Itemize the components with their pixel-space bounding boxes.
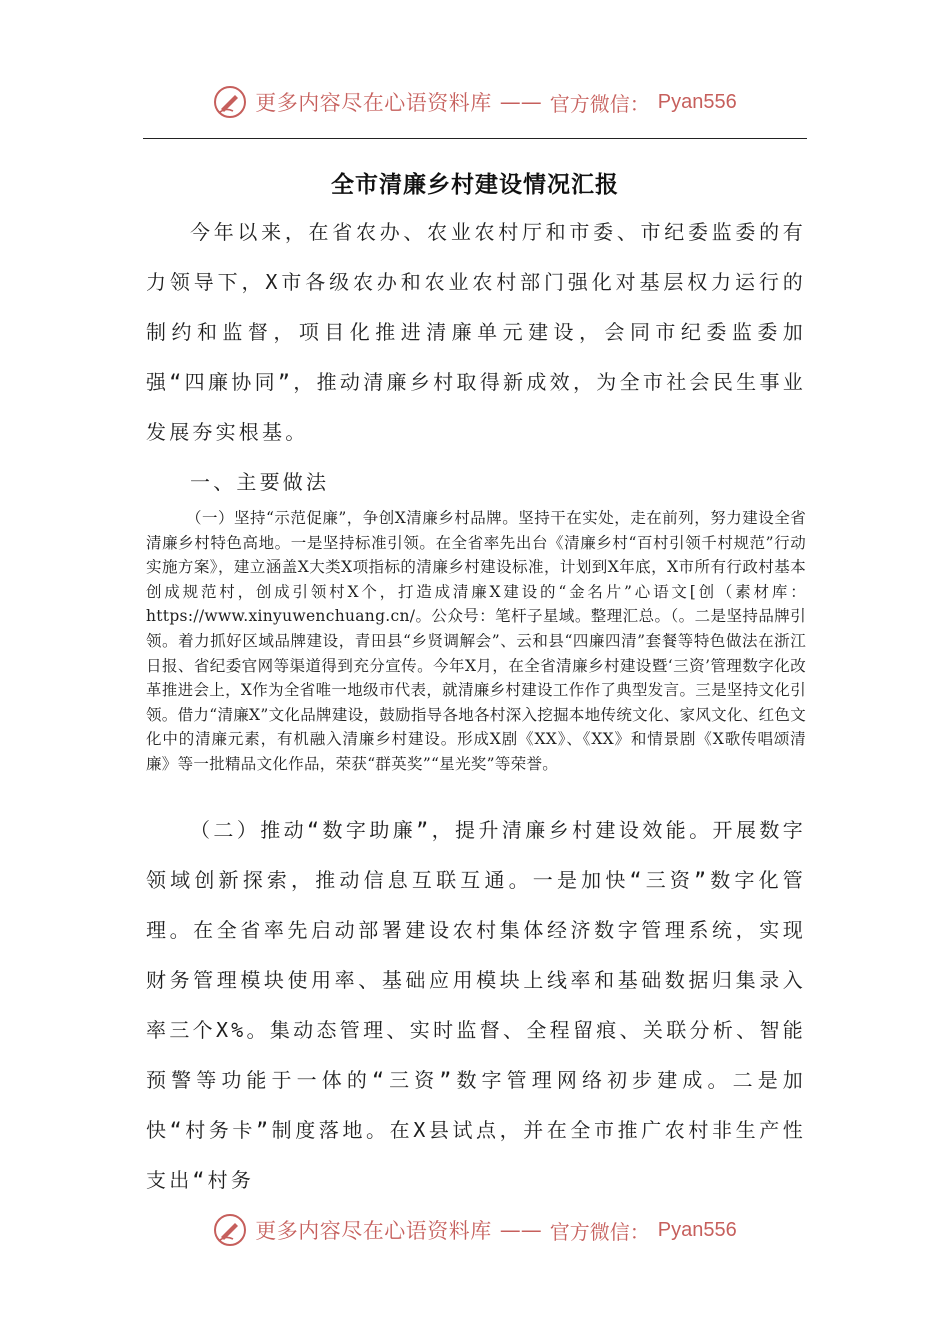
- header-banner: [0, 80, 950, 124]
- section-item-paragraph-2: （二）推动“数字助廉”，提升清廉乡村建设效能。开展数字领域创新探索，推动信息互联互通。一是加快“三资”数字化管理。在全省率先启动部署建设农村集体经济数字管理系统，实现财务管理模块使用率、基础应用模块上线率和基础数据归集录入率三个X%。集动态管理、实时监督、全程留痕、关联分析、智能预警等功能于一体的“三资”数字管理网络初步建成。二是加快“村务卡”制度落地。在X县试点，并在全市推广农村非生产性支出“村务: [146, 818, 806, 1192]
- header-divider: [143, 138, 807, 139]
- writing-hand-logo-icon: [213, 85, 247, 119]
- banner-official-label: 官方微信：: [549, 1219, 650, 1244]
- section-item-paragraph: （一）坚持“示范促廉”，争创X清廉乡村品牌。坚持干在实处，走在前列，努力建设全省清廉乡村特色高地。一是坚持标准引领。在全省率先出台《清廉乡村“百村引领千村规范”行动实施方案》，建立涵盖X大类X项指标的清廉乡村建设标准，计划到X年底，X市所有行政村基本创成规范村，创成引领村X个，打造成清廉X建设的“金名片”心语文[创（素材库：https://www.xinyuwenchuang.cn/。公众号：笔杆子星域。整理汇总。（。二是坚持品牌引领。着力抓好区域品牌建设，青田县“乡贤调解会”、云和县“四廉四清”套餐等特色做法在浙江日报、省纪委官网等渠道得到充分宣传。今年X月，在全省清廉乡村建设暨‘三资’管理数字化改革推进会上，X作为全省唯一地级市代表，就清廉乡村建设工作作了典型发言。三是坚持文化引领。借力“清廉X”文化品牌建设，鼓励指导各地各村深入挖掘本地传统文化、家风文化、红色文化中的清廉元素，有机融入清廉乡村建设。形成X剧《XX》、《XX》和情景剧《X歌传唱颂清廉》等一批精品文化作品，荣获“群英奖”“星光奖”等荣誉。: [146, 509, 806, 773]
- intro-paragraph: 今年以来，在省农办、农业农村厅和市委、市纪委监委的有力领导下，X市各级农办和农业农村部门强化对基层权力运行的制约和监督，项目化推进清廉单元建设，会同市纪委监委加强“四廉协同”，推动清廉乡村取得新成效，为全市社会民生事业发展夯实根基。: [146, 220, 806, 444]
- banner-wechat-id: Pyan556: [657, 90, 737, 113]
- section-heading: 一、主要做法: [190, 470, 330, 494]
- footer-banner: [0, 1208, 950, 1252]
- writing-hand-logo-icon: [213, 1213, 247, 1247]
- banner-official-label: 官方微信：: [549, 91, 650, 116]
- banner-dash: ——: [499, 1218, 542, 1242]
- document-title: 全市清廉乡村建设情况汇报: [331, 172, 619, 198]
- banner-wechat-id: Pyan556: [657, 1218, 737, 1241]
- banner-brand-text: 更多内容尽在心语资料库: [255, 91, 492, 115]
- banner-dash: ——: [499, 90, 542, 114]
- banner-brand-text: 更多内容尽在心语资料库: [255, 1219, 492, 1243]
